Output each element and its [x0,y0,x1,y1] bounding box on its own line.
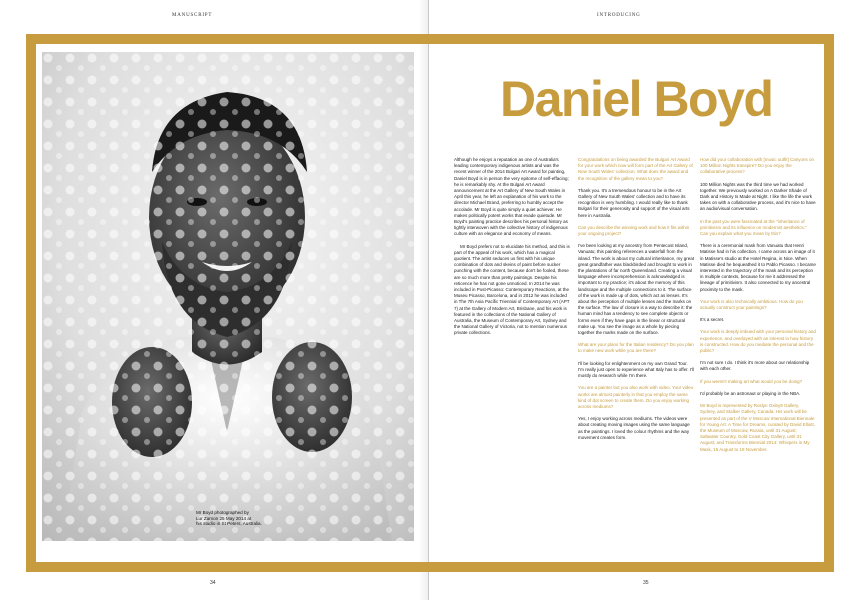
interview-question: Mr Boyd is represented by Roslyn Oxley9 Gallery, Sydney, and Stalker Gallery, Canada. His work will be presented as part of the V Moscow International Biennale for Young Art: A Time for Dreams, curated by David Elliott, the Museum of Moscow, Russia, until 31 August; Saltwater Country, Gold Coast City Gallery, until 31 August; and Transforms Biennial 2014: Whispers in My Mask, 15 August to 19 November. [700,403,816,452]
interview-question: In the past you were fascinated at the "inheritance of primitivism and its influence on modernist aesthetics." Can you explain what you mean by this? [700,218,807,237]
interview-question: Your work is also technically ambitious. How do you actually construct your paintings? [700,298,803,311]
interview-answer: Yes, I enjoy working across mediums. The videos were about creating moving images using the same language as the paintings. I loved the colour rhythms and the way movement creates form. [578,416,690,440]
intro-paragraph-2: Mr Boyd prefers not to elucidate his method, and this is part of the appeal of his work, which has a magical quotient. The artist seduces us first with his unique combination of dots and skeins of paint before sucker punching with the content, because don't be fooled, these are so much more than pretty paintings. Despite his reticence he has not gone unnoticed. In 2014 he was included in Post-Picasso: Contemporary Reactions, at the Museu Picasso, Barcelona, and in 2012 he was included in The 7th Asia Pacific Triennial of Contemporary Art (APT 7) at the Gallery of Modern Art, Brisbane, and his work is featured in the collections of the National Gallery of Australia, the Museum of Contemporary Art, Sydney and the National Gallery of Victoria, not to mention numerous private collections. [454,243,570,336]
running-head-left: MANUSCRIPT [172,13,213,18]
intro-paragraph-1: Although he enjoys a reputation as one of Australia's leading contemporary indigenous artists and was the recent winner of the 2014 Bulgari Art Award for painting, Daniel Boyd is in person the very epitome of self-effacing; he is remarkably shy. At the Bulgari Art Award announcement at the Art Gallery of New South Wales in April this year, he left an explanation of his work to the director Michael Brand, preferring to humbly accept the accolade. Mr Boyd is quite simply a quiet achiever. He makes politically potent works that evade quietude. Mr Boyd's painting practice describes his personal history as tightly interwoven with the collective history of indigenous culture with an elegance and economy of means. [454,157,569,237]
caption-line-2: Lur Zamon 25 May 2014 at [196,515,252,521]
article-column-2 [578,157,694,447]
interview-answer: I'm not sure I do. I think it's more about our relationship with each other. [700,360,810,372]
interview-question: How did your collaboration with [music outfit] Canyons on 100 Million Nights transpire? Do you enjoy the collaborative process? [700,157,815,175]
page-number-left: 34 [210,580,216,586]
caption-line-1: Mr Boyd photographed by [196,510,249,515]
portrait-image [42,52,414,541]
interview-question: Congratulations on being awarded the Bulgari Art Award for your work which now will form part of the Art Gallery of New South Wales' collection. What does the award and the recognition of the gallery mean to you? [578,157,693,181]
interview-question: Can you describe the winning work and how it fits within your ongoing project? [578,224,690,237]
interview-question: You are a painter but you also work with video. Your video works are almost painterly in that you employ the same kind of dot screen to create them. Do you enjoy working across mediums? [578,385,694,409]
article-column-1 [454,157,570,343]
interview-answer: Thank you. It's a tremendous honour to be in the Art Gallery of New South Wales' collection and to have its recognition is very humbling. I would really like to thank Bulgari for their generosity and support of the visual arts here in Australia. [578,187,690,218]
photo-caption [196,510,306,527]
portrait-photo [42,52,414,541]
interview-answer: There is a ceremonial mask from Vanuatu that Henri Matisse had in his collection. I came across an image of it in Matisse's studio at the Hotel Regina, in Nice. When Matisse died he bequeathed it to Pablo Picasso. I became interested in the trajectory of the mask and its perception in multiple contexts, because for me it addressed the lineage of primitivism. It also connected to my ancestral proximity to the mask. [700,243,816,292]
interview-question: If you weren't making art what would you be doing? [700,378,803,384]
interview-answer: I'll be looking for enlightenment on my own Grand Tour. I'm really just open to experience what Italy has to offer. I'll mostly do research while I'm there. [578,360,694,379]
interview-question: What are your plans for the Italian residency? Do you plan to make new work while you are there? [578,342,694,354]
interview-answer: I'd probably be an astronaut or playing in the NBA. [700,390,801,396]
running-head-right: INTRODUCING [597,13,641,18]
page-number-right: 35 [643,580,649,586]
interview-answer: I've been looking at my ancestry from Pentecost Island, Vanuatu; this painting references a waterfall from the island. The work is about my cultural inheritance, my great great grandfather was blackbirded and brought to work in the plantations of far north Queensland. Creating a visual language where incomprehension is acknowledged is important to my practice; it's about the memory of this landscape and the multiple connections to it. The surface of the work is made up of dots, which act as lenses. It's about the perception of multiple lenses and the marks on the surface. The law of closure is a way to describe it: the human mind has a tendency to see complete objects or forms even if they have gaps in the linear or structural make up. You see the image as a whole by piecing together the marks made on the surface. [578,243,694,336]
interview-question: Your work is deeply imbued with your personal history and experience, and overlayed with an interest in how history is constructed. How do you mediate the personal and the public? [700,329,816,354]
article-title: Daniel Boyd [500,71,773,127]
caption-line-3: his studio in St Peters, Australia. [196,521,262,527]
interview-answer: It's a secret. [700,317,725,323]
interview-answer: 100 Million Nights was the third time we had worked together. We previously worked on A Darker Shade of Dark and History Is Made at Night. I like the life the work takes on with a collaborative process, and it's nice to have an audio/visual conversation. [700,181,816,212]
article-column-3 [700,157,816,459]
